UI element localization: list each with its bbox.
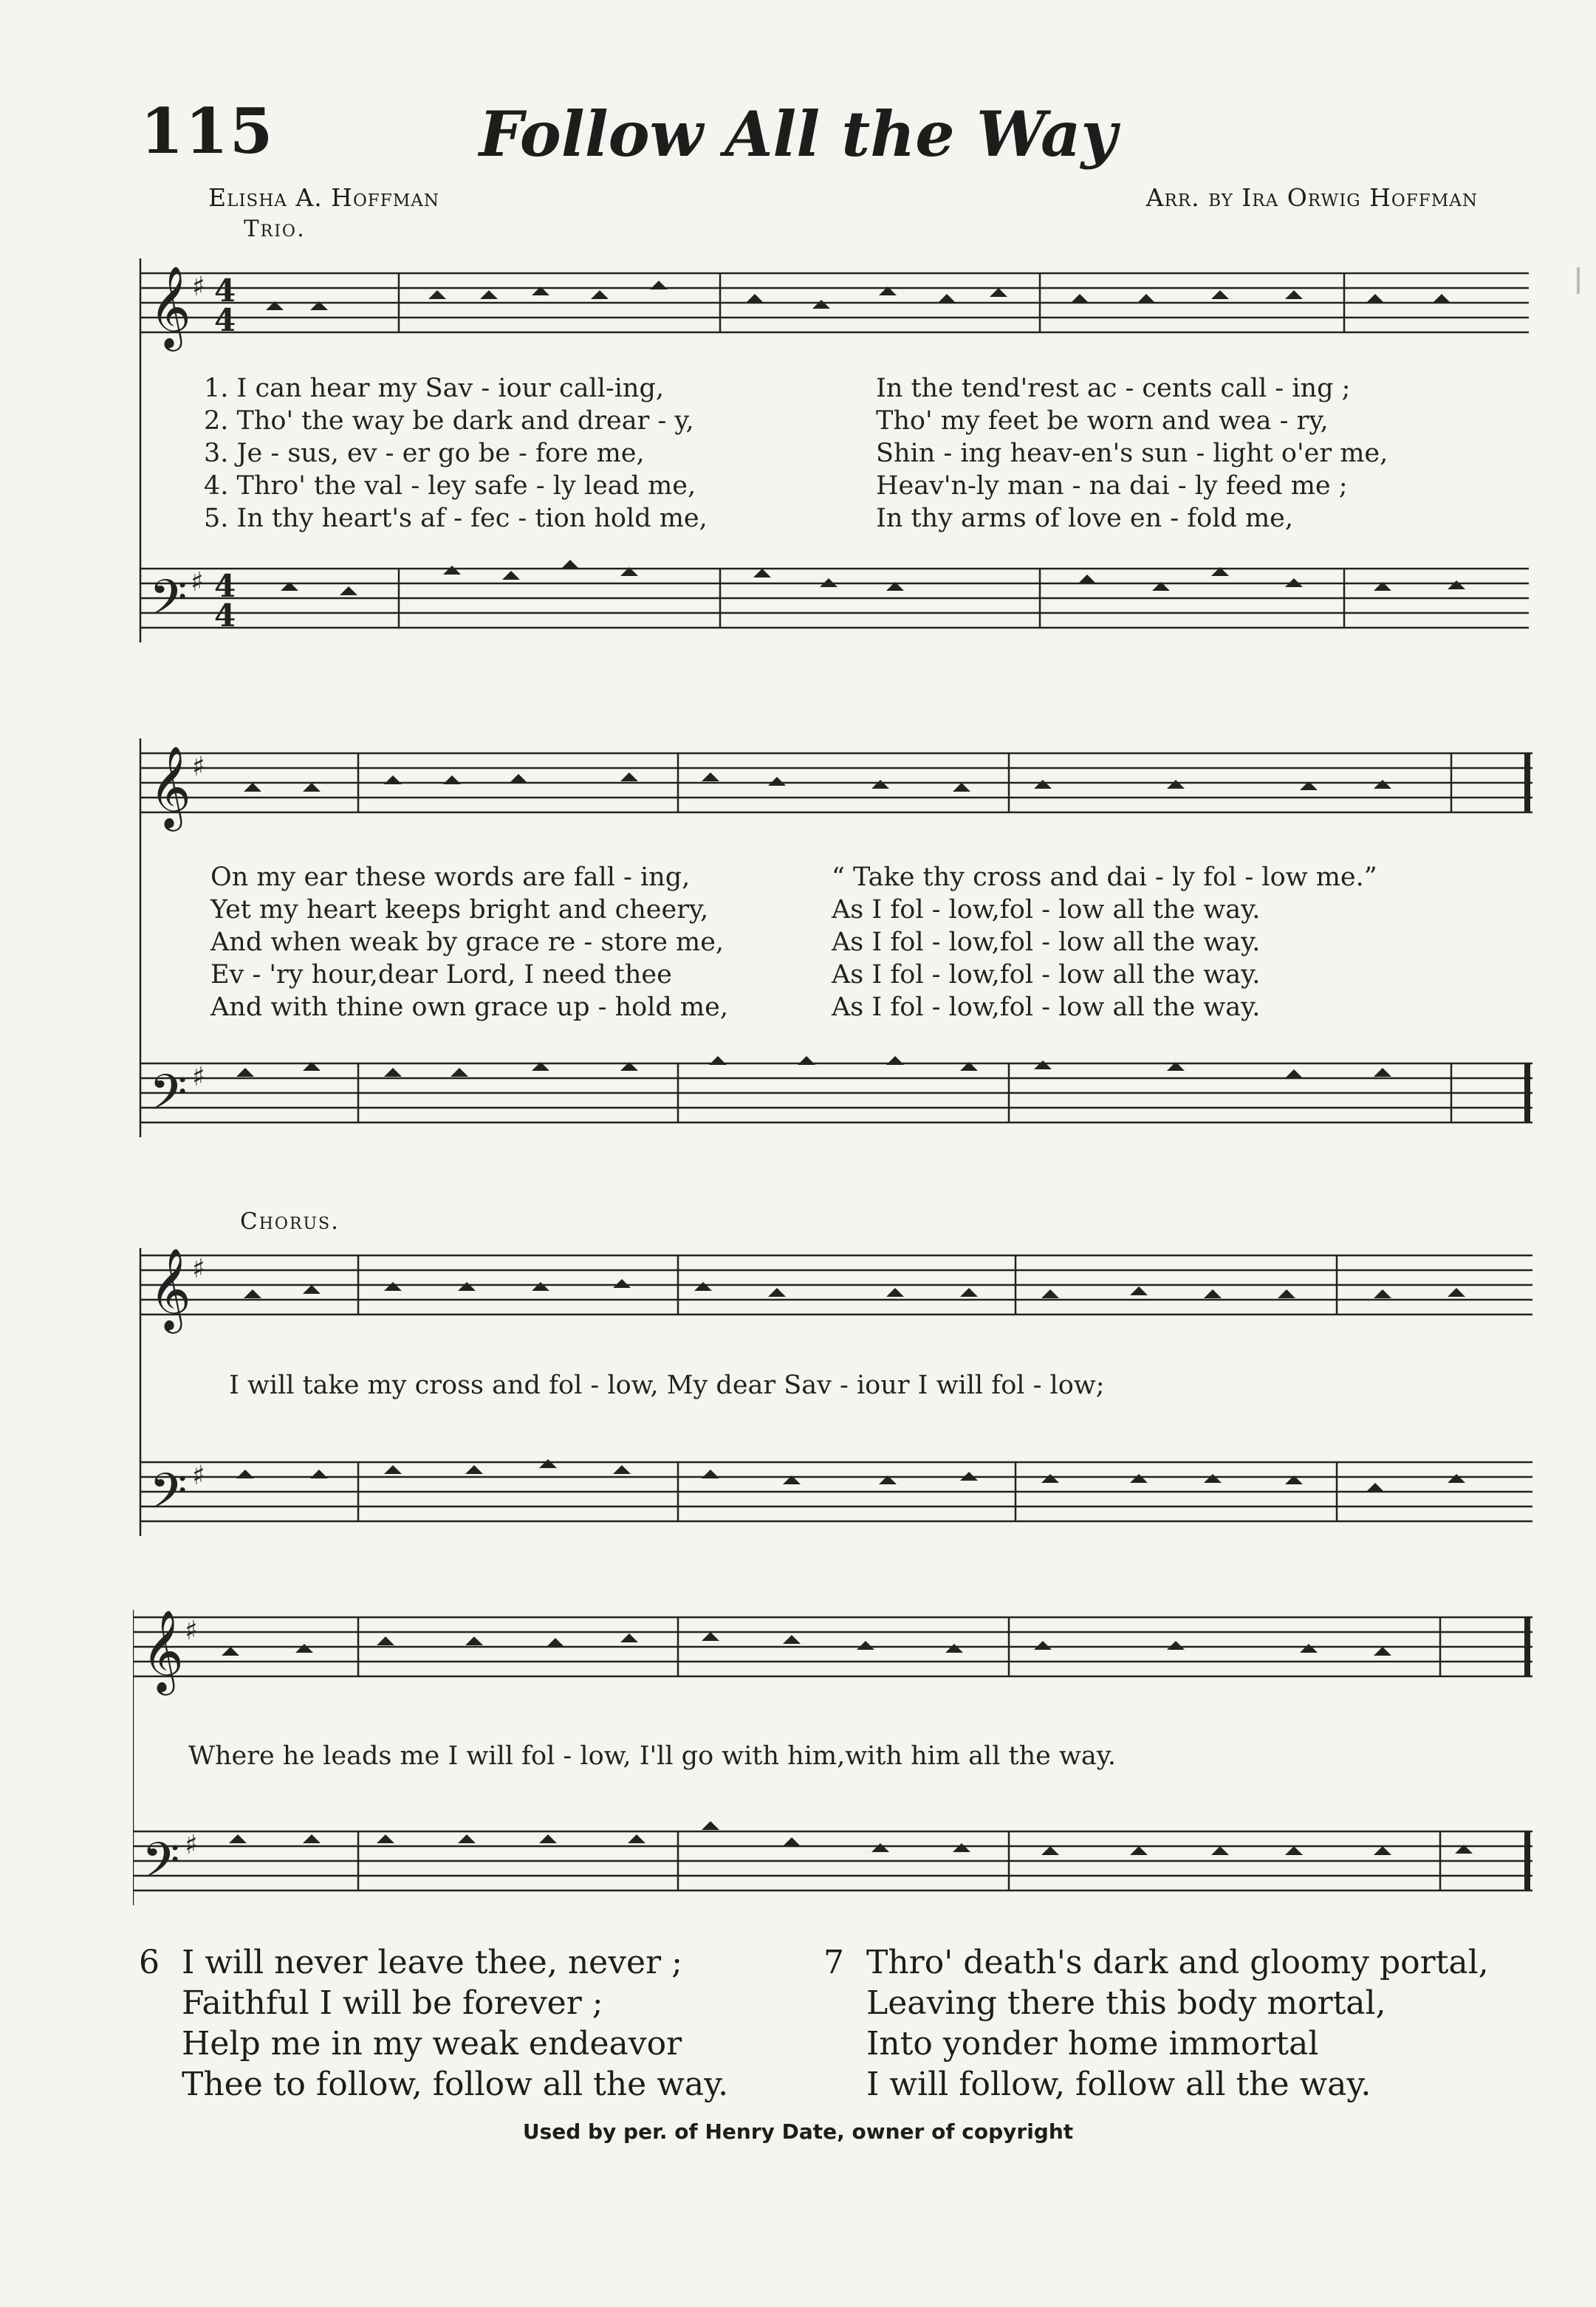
stanza-6-line-2: Faithful I will be forever ;: [182, 1984, 603, 2022]
svg-text:𝄞: 𝄞: [149, 265, 191, 348]
stanza-6-line-3: Help me in my weak endeavor: [182, 2025, 682, 2063]
stanza-6-line-1: I will never leave thee, never ;: [182, 1944, 682, 1981]
verse-2-line-d: As I fol - low,fol - low all the way.: [832, 895, 1261, 925]
svg-text:4: 4: [214, 272, 236, 309]
svg-text:♯: ♯: [192, 1461, 205, 1491]
verse-4-line-a: 4. Thro' the val - ley safe - ly lead me,: [204, 471, 696, 501]
verse-3-line-a: 3. Je - sus, ev - er go be - fore me,: [204, 439, 645, 468]
verse-1-line-c: On my ear these words are fall - ing,: [210, 863, 691, 892]
svg-text:♯: ♯: [185, 1616, 198, 1646]
verse-4-line-b: Heav'n-ly man - na dai - ly feed me ;: [876, 471, 1348, 501]
page-edge-mark: [1577, 267, 1580, 294]
verse-1-line-d: “ Take thy cross and dai - ly fol - low me.”: [832, 863, 1377, 892]
verse-5-line-c: And with thine own grace up - hold me,: [210, 993, 728, 1022]
verse-3-line-b: Shin - ing heav-en's sun - light o'er me,: [876, 439, 1388, 468]
stanza-7-line-2: Leaving there this body mortal,: [866, 1984, 1386, 2022]
stanza-7-line-4: I will follow, follow all the way.: [866, 2066, 1371, 2103]
svg-text:𝄢: 𝄢: [149, 569, 188, 638]
stanza-7-number: 7: [823, 1944, 844, 1981]
verse-5-line-a: 5. In thy heart's af - fec - tion hold me,: [204, 504, 708, 533]
svg-text:♯: ♯: [192, 1062, 205, 1092]
stanza-6: [139, 1942, 728, 2105]
verse-1-line-a: 1. I can hear my Sav - iour call-ing,: [204, 374, 664, 403]
chorus-line-1: I will take my cross and fol - low, My dear Sav - iour I will fol - low;: [229, 1371, 1105, 1400]
verse-2-line-c: Yet my heart keeps bright and cheery,: [210, 895, 709, 925]
svg-text:4: 4: [214, 597, 236, 634]
stanza-6-line-4: Thee to follow, follow all the way.: [182, 2066, 729, 2103]
svg-text:𝄞: 𝄞: [142, 1609, 184, 1692]
verse-3-line-d: As I fol - low,fol - low all the way.: [832, 928, 1261, 957]
verse-2-line-b: Tho' my feet be worn and wea - ry,: [876, 406, 1329, 436]
verse-2-line-a: 2. Tho' the way be dark and drear - y,: [204, 406, 694, 436]
verse-5-line-b: In thy arms of love en - fold me,: [876, 504, 1294, 533]
svg-text:𝄢: 𝄢: [149, 1463, 188, 1532]
trio-marking: Trio.: [244, 216, 306, 242]
arranger-credit: Arr. by Ira Orwig Hoffman: [1145, 183, 1478, 212]
stanza-7: [823, 1942, 1489, 2105]
svg-text:4: 4: [214, 302, 236, 338]
hymn-title: Follow All the Way: [479, 97, 1117, 171]
stanza-7-line-3: Into yonder home immortal: [866, 2025, 1319, 2063]
stanza-6-number: 6: [139, 1944, 160, 1981]
svg-text:𝄢: 𝄢: [142, 1832, 180, 1901]
copyright-footer: Used by per. of Henry Date, owner of copyright: [522, 2119, 1074, 2144]
svg-text:♯: ♯: [192, 272, 205, 302]
verse-4-line-d: As I fol - low,fol - low all the way.: [832, 960, 1261, 990]
stanza-7-line-1: Thro' death's dark and gloomy portal,: [866, 1944, 1489, 1981]
chorus-marking: Chorus.: [240, 1208, 340, 1235]
svg-text:♯: ♯: [192, 752, 205, 782]
chorus-line-2: Where he leads me I will fol - low, I'll go with him,with him all the way.: [188, 1741, 1117, 1771]
music-system-1: [133, 244, 1536, 687]
svg-text:𝄞: 𝄞: [149, 745, 191, 828]
svg-text:♯: ♯: [191, 567, 204, 597]
svg-text:♯: ♯: [192, 1254, 205, 1284]
verse-1-line-b: In the tend'rest ac - cents call - ing ;: [876, 374, 1351, 403]
verse-3-line-c: And when weak by grace re - store me,: [210, 928, 725, 957]
svg-text:𝄞: 𝄞: [149, 1247, 191, 1330]
svg-text:𝄢: 𝄢: [149, 1064, 188, 1133]
verse-4-line-c: Ev - 'ry hour,dear Lord, I need thee: [210, 960, 672, 990]
svg-text:4: 4: [214, 568, 236, 604]
svg-text:♯: ♯: [185, 1830, 198, 1860]
author-credit: Elisha A. Hoffman: [208, 183, 440, 212]
verse-5-line-d: As I fol - low,fol - low all the way.: [832, 993, 1261, 1022]
music-system-3: [133, 1226, 1536, 1551]
music-system-4: [133, 1588, 1536, 1920]
music-system-2: [133, 724, 1536, 1167]
hymn-number: 115: [140, 95, 275, 168]
